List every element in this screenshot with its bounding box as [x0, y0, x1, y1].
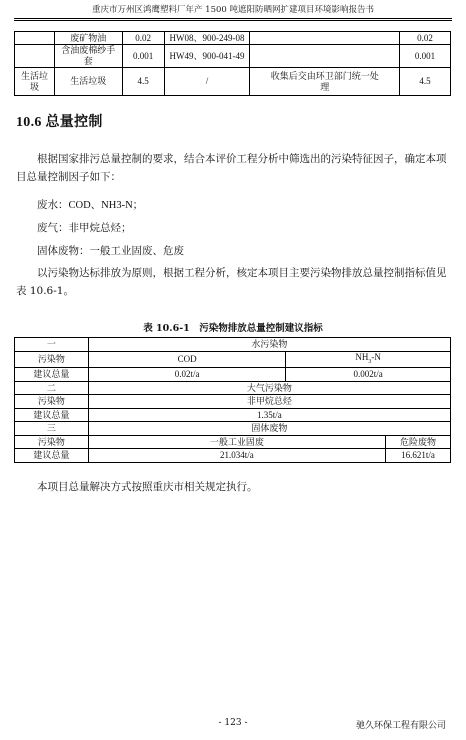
- section-heading-cell: 固体废物: [88, 422, 450, 436]
- table-row: [15, 422, 451, 436]
- section-title: 10.6 总量控制: [16, 115, 103, 130]
- table-caption: 表 10.6-1 污染物排放总量控制建议指标: [143, 323, 323, 334]
- pollutant-tail: -N: [371, 351, 381, 362]
- empty-cell: [15, 45, 55, 68]
- quota-cell: 21.034t/a: [88, 449, 385, 463]
- waste-method-cell: [250, 32, 400, 45]
- row-label-cell: 建议总量: [15, 368, 89, 382]
- section-index-cell: 一: [15, 338, 89, 352]
- row-label-cell: 建议总量: [15, 408, 89, 422]
- paragraph-wastegas: 废气：非甲烷总烃；: [37, 222, 132, 234]
- header-rule: [14, 18, 452, 19]
- paragraph-closing: 本项目总量解决方式按照重庆市相关规定执行。: [37, 481, 258, 493]
- pollutant-cell: 一般工业固废: [88, 435, 385, 449]
- pollutant-cell: COD: [88, 351, 286, 368]
- pollutant-cell: 非甲烷总烃: [88, 395, 450, 409]
- pollutant-cell: 危险废物: [386, 435, 451, 449]
- header-rule-thin: [14, 20, 452, 21]
- waste-total-cell: 0.001: [400, 45, 451, 68]
- section-heading-cell: 大气污染物: [88, 381, 450, 395]
- table-row: [15, 68, 451, 96]
- waste-category-cell: 生活垃圾: [15, 68, 55, 96]
- waste-code-cell: /: [164, 68, 250, 96]
- table-row: [15, 435, 451, 449]
- row-label-cell: 污染物: [15, 395, 89, 409]
- table-row: [15, 338, 451, 352]
- table-row: [15, 449, 451, 463]
- section-index-cell: 三: [15, 422, 89, 436]
- table-row: [15, 408, 451, 422]
- waste-total-cell: 4.5: [400, 68, 451, 96]
- paragraph-solid: 固体废物：一般工业固废、危废: [37, 245, 184, 257]
- table-row: [15, 395, 451, 409]
- waste-name-cell: 生活垃圾: [54, 68, 122, 96]
- paragraph-principle: 以污染物达标排放为原则，根据工程分析，核定本项目主要污染物排放总量控制指标值见表 10.6-1。: [16, 267, 447, 297]
- waste-code-cell: HW49、900-041-49: [164, 45, 250, 68]
- quota-cell: 0.02t/a: [88, 368, 286, 382]
- pollutant-subscript: 3: [368, 358, 372, 365]
- table-row: [15, 351, 451, 368]
- waste-amount-cell: 4.5: [122, 68, 164, 96]
- wastewater-value: COD、NH3-N；: [68, 200, 144, 211]
- waste-method-cell: 收集后交由环卫部门统一处理: [250, 68, 400, 96]
- pollutant-cell: [286, 351, 451, 368]
- table-row: [15, 368, 451, 382]
- row-label-cell: 污染物: [15, 435, 89, 449]
- paragraph-intro: 根据国家排污总量控制的要求，结合本评价工程分析中筛选出的污染特征因子，确定本项目总量控制因子如下：: [16, 153, 447, 183]
- waste-amount-cell: 0.02: [122, 32, 164, 45]
- waste-amount-cell: 0.001: [122, 45, 164, 68]
- empty-cell: [15, 32, 55, 45]
- waste-total-cell: 0.02: [400, 32, 451, 45]
- quota-cell: 0.002t/a: [286, 368, 451, 382]
- page-header: 重庆市万州区鸿鹰塑料厂年产 1500 吨遮阳防晒网扩建项目环境影响报告书: [91, 5, 375, 15]
- total-control-table: [14, 337, 451, 463]
- page-number: - 123 -: [218, 718, 248, 728]
- waste-name-cell: 废矿物油: [54, 32, 122, 45]
- table-row: [15, 32, 451, 45]
- quota-cell: 1.35t/a: [88, 408, 450, 422]
- waste-method-cell: [250, 45, 400, 68]
- waste-name-cell: 含油废棉纱手套: [54, 45, 122, 68]
- row-label-cell: 污染物: [15, 351, 89, 368]
- pollutant-main: NH: [355, 351, 369, 362]
- section-heading-cell: 水污染物: [88, 338, 450, 352]
- table-row: [15, 45, 451, 68]
- section-index-cell: 二: [15, 381, 89, 395]
- company-name: 驰久环保工程有限公司: [355, 721, 446, 731]
- paragraph-wastewater: [16, 196, 450, 215]
- wastewater-label: 废水：: [37, 199, 69, 211]
- waste-continuation-table: [14, 31, 451, 96]
- row-label-cell: 建议总量: [15, 449, 89, 463]
- quota-cell: 16.621t/a: [386, 449, 451, 463]
- table-row: [15, 381, 451, 395]
- waste-code-cell: HW08、900-249-08: [164, 32, 250, 45]
